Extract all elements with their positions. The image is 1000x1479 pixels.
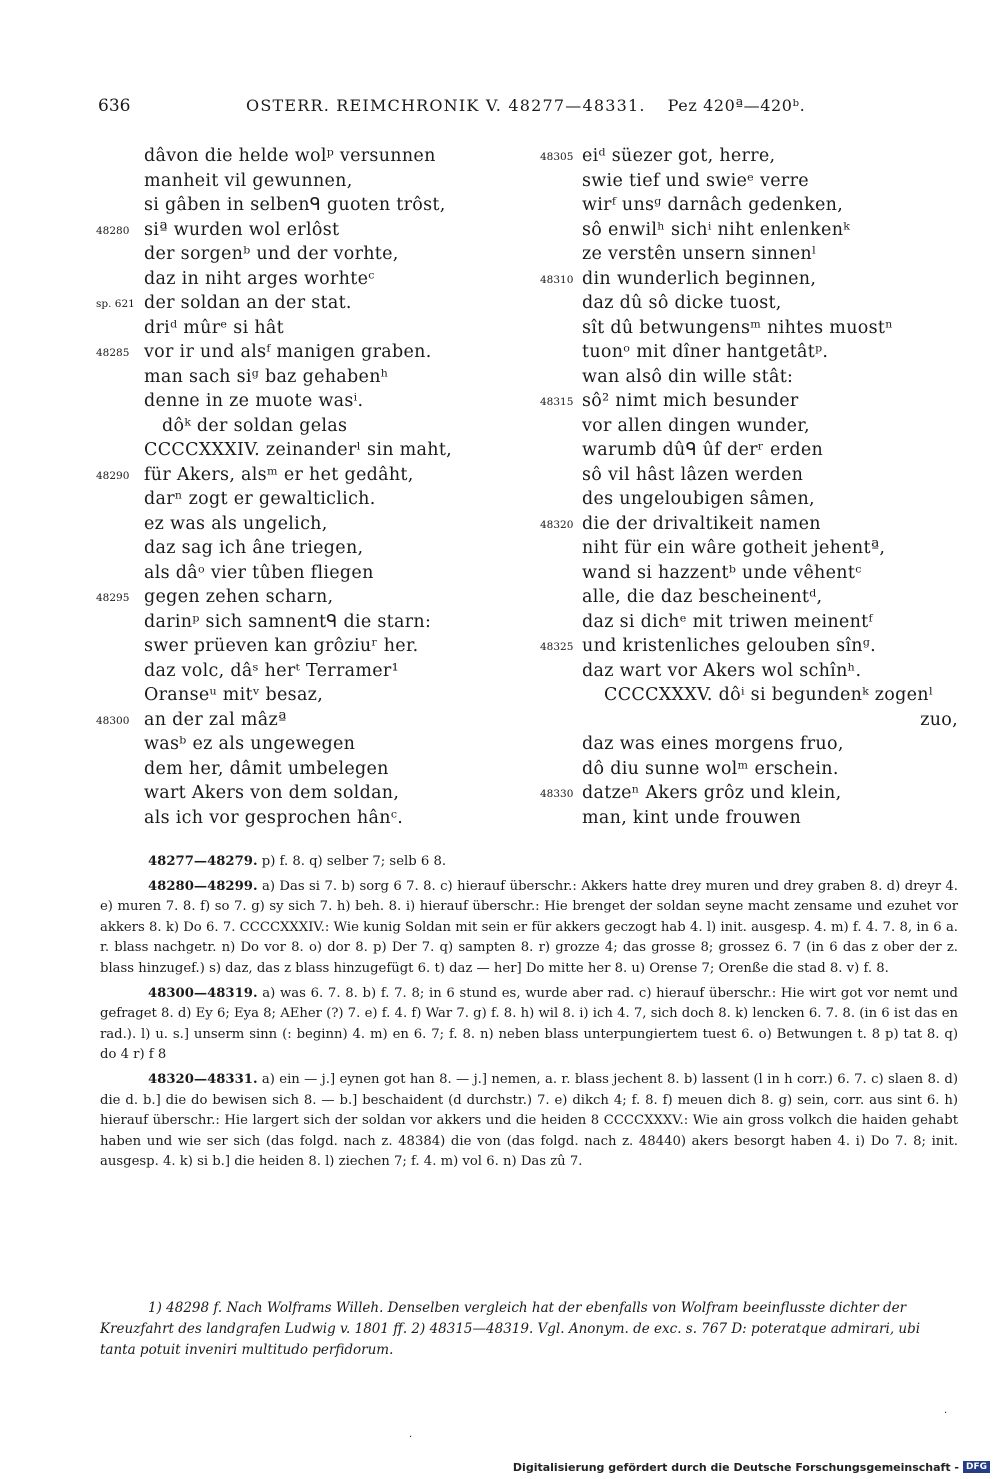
- verse-text: siª wurden wol erlôst: [144, 219, 340, 240]
- verse-text: driᵈ mûrᵉ si hât: [144, 317, 284, 338]
- verse-text: als dâᵒ vier tûben fliegen: [144, 562, 374, 583]
- footnotes: [100, 1298, 958, 1361]
- verse-text: si gâben in selbenᑫ guoten trôst,: [144, 195, 446, 215]
- verse-line: [540, 414, 970, 439]
- line-number: 48310: [540, 273, 574, 286]
- verse-line: [96, 536, 496, 561]
- verse-line: [96, 781, 496, 806]
- verse-text: manheit vil gewunnen,: [144, 170, 353, 191]
- verse-text: die der drivaltikeit namen: [582, 513, 821, 534]
- verse-text: gegen zehen scharn,: [144, 587, 334, 607]
- verse-text: und kristenliches gelouben sînᵍ.: [582, 636, 877, 656]
- verse-line: [540, 512, 970, 537]
- verse-text: der soldan an der stat.: [144, 293, 352, 313]
- verse-line: [540, 634, 970, 659]
- verse-text: denne in ze muote wasⁱ.: [144, 391, 364, 411]
- verse-text: eiᵈ süezer got, herre,: [582, 146, 776, 166]
- verse-text: daz volc, dâˢ herᵗ Terramer¹: [144, 660, 399, 681]
- critical-apparatus: [100, 852, 958, 1177]
- line-number: 48325: [540, 641, 574, 653]
- verse-line: [96, 365, 496, 390]
- line-number: 48330: [540, 788, 574, 800]
- pez-reference: Pez 420ª—420ᵇ.: [667, 96, 806, 115]
- verse-text: swer prüeven kan grôziuʳ her.: [144, 636, 419, 656]
- verse-line: [540, 218, 970, 243]
- line-number: 48320: [540, 518, 574, 531]
- verse-line: [540, 193, 970, 218]
- verse-column-left: [96, 144, 496, 830]
- verse-text: man, kint unde frouwen: [582, 807, 802, 828]
- verse-line: [96, 144, 496, 169]
- line-number: 48285: [96, 347, 130, 359]
- line-number: sp. 621: [96, 298, 135, 310]
- verse-line: [540, 291, 970, 316]
- verse-text: darⁿ zogt er gewalticlich.: [144, 489, 376, 509]
- verse-text: wasᵇ ez als ungewegen: [144, 734, 356, 754]
- verse-line: [96, 659, 496, 684]
- line-number: 48295: [96, 592, 130, 604]
- verse-line: [540, 267, 970, 292]
- verse-text: tuonᵒ mit dîner hantgetâtᵖ.: [582, 342, 829, 362]
- line-number: 48290: [96, 469, 130, 482]
- verse-line: [96, 512, 496, 537]
- verse-text: sô vil hâst lâzen werden: [582, 464, 804, 485]
- verse-text: ez was als ungelich,: [144, 513, 328, 534]
- verse-text: wart Akers von dem soldan,: [144, 783, 400, 803]
- verse-text: CCCCXXXV. dôⁱ si begundenᵏ zogenˡ: [604, 685, 934, 705]
- verse-line: [96, 267, 496, 292]
- verse-line: [96, 389, 496, 414]
- verse-text: swie tief und swieᵉ verre: [582, 170, 809, 191]
- verse-line: [540, 144, 970, 169]
- verse-line: [96, 585, 496, 610]
- verse-text: daz dû sô dicke tuost,: [582, 293, 782, 313]
- verse-line: [540, 169, 970, 194]
- verse-text: sô enwilʰ sichⁱ niht enlenkenᵏ: [582, 219, 850, 240]
- verse-text: wan alsô din wille stât:: [582, 366, 794, 387]
- scan-speck: ·: [944, 1408, 948, 1419]
- verse-line: [540, 316, 970, 341]
- verse-line: [96, 757, 496, 782]
- verse-text: daz was eines morgens fruo,: [582, 734, 844, 754]
- verse-line: [96, 340, 496, 365]
- verse-line: [540, 610, 970, 635]
- verse-line: [96, 463, 496, 488]
- verse-text: dâvon die helde wolᵖ versunnen: [144, 146, 436, 166]
- verse-text: daz si dichᵉ mit triwen meinentᶠ: [582, 611, 873, 632]
- verse-line: [96, 242, 496, 267]
- apparatus-lemma: 48280—48299.: [148, 878, 258, 894]
- verse-text: daz wart vor Akers wol schînʰ.: [582, 660, 862, 681]
- verse-line: [540, 781, 970, 806]
- verse-line: [540, 438, 970, 463]
- verse-line: [96, 291, 496, 316]
- verse-text: Oranseᵘ mitᵛ besaz,: [144, 685, 324, 705]
- verse-line: [540, 340, 970, 365]
- verse-line: [96, 218, 496, 243]
- verse-line: [96, 683, 496, 708]
- footnote: 1) 48298 f. Nach Wolframs Willeh. Denselben vergleich hat der ebenfalls von Wolfram beeinflusste dichter der Kreuzfahrt des landgrafen Ludwig v. 1801 ff. 2) 48315—48319. Vgl. Anonym. de exc. s. 767 D: poteratque admirari, ubi tanta potuit inveniri multitudo perfidorum.: [100, 1300, 921, 1358]
- apparatus-text: p) f. 8. q) selber 7; selb 6 8.: [261, 854, 447, 869]
- verse-text: sît dû betwungensᵐ nihtes muostⁿ: [582, 317, 894, 338]
- verse-line: [540, 561, 970, 586]
- verse-text: darinᵖ sich samnentᑫ die starn:: [144, 611, 432, 632]
- verse-line: [540, 487, 970, 512]
- verse-line: [540, 659, 970, 684]
- verse-text: wirᶠ unsᵍ darnâch gedenken,: [582, 195, 844, 215]
- verse-text: vor allen dingen wunder,: [582, 415, 810, 436]
- page-number: 636: [98, 96, 131, 116]
- apparatus-lemma: 48300—48319.: [148, 985, 258, 1001]
- apparatus-entry: [100, 877, 958, 980]
- verse-text: ze verstên unsern sinnenˡ: [582, 244, 817, 264]
- apparatus-text: a) Das si 7. b) sorg 6 7. 8. c) hierauf überschr.: Akkers hatte drey muren und drey graben 8. d) dreyr 4. e) muren 7. 8. f) so 7. g) sy sich 7. h) beh. 8. i) hierauf überschr.: Hie brenget der soldan seyne macht zensame und ezuhet vor akkers 8. k) Do 6. 7. CCCCXXXIV.: Wie kunig Soldan mit sein er für akkers geczogt hab 4. l) init. ausgesp. 4. m) f. 4. 7. 8, in 6 a. r. blass nachgetr. n) Do vor 8. o) dor 8. p) Der 7. q) sampten 8. r) grozze 4; das grosse 8; grossez 6. 7 (in 6 das z ober der z. blass hinzugef.) s) daz, das z blass hinzugefügt 6. t) daz — her] Do mitte her 8. u) Orense 7; Orenße die stad 8. v) f. 8.: [100, 878, 958, 976]
- verse-text: des ungeloubigen sâmen,: [582, 489, 815, 509]
- verse-text: daz sag ich âne triegen,: [144, 538, 364, 558]
- verse-line: [540, 708, 970, 733]
- verse-line: [96, 610, 496, 635]
- apparatus-entry: [100, 984, 958, 1066]
- verse-text: wand si hazzentᵇ unde vêhentᶜ: [582, 562, 862, 583]
- verse-line: [96, 487, 496, 512]
- line-number: 48280: [96, 224, 130, 237]
- verse-text: datzeⁿ Akers grôz und klein,: [582, 783, 842, 803]
- verse-text: din wunderlich beginnen,: [582, 268, 817, 289]
- scan-speck: ·: [409, 1432, 413, 1443]
- apparatus-entry: [100, 852, 958, 873]
- verse-line: [540, 585, 970, 610]
- digitization-credit: [513, 1459, 990, 1475]
- verse-column-right: [540, 144, 970, 830]
- verse-text: für Akers, alsᵐ er het gedâht,: [144, 464, 414, 485]
- verse-line: [540, 536, 970, 561]
- verse-text: der sorgenᵇ und der vorhte,: [144, 244, 399, 264]
- verse-text: sô² nimt mich besunder: [582, 391, 799, 411]
- verse-text: an der zal mâzª: [144, 709, 287, 730]
- verse-text: niht für ein wâre gotheit jehentª,: [582, 538, 886, 558]
- verse-line: [96, 561, 496, 586]
- verse-line: [96, 414, 496, 439]
- verse-line: [96, 438, 496, 463]
- apparatus-text: a) ein — j.] eynen got han 8. — j.] nemen, a. r. blass jechent 8. b) lassent (l in h corr.) 6. 7. c) slaen 8. d) die d. b.] die do bewisen sich 8. — b.] beschaident (d durchstr.) 7. e) dikch 4; f. 8. f) meuen dich 8. g) sein, corr. aus sint 6. h) hierauf überschr.: Hie largert sich der soldan vor akkers und die heiden 8 CCCCXXXV.: Wie ain gross volkch die haiden gehabt haben und wie ser sich (das folgd. nach z. 48384) die von (das folgd. nach z. 48440) akers besorgt haben 4. i) Do 7. 8; init. ausgesp. 4. k) si b.] die heiden 8. l) ziechen 7; f. 4. m) vol 6. n) Das zû 7.: [100, 1071, 958, 1170]
- verse-line: [96, 193, 496, 218]
- verse-line: [96, 634, 496, 659]
- verse-text: zuo,: [920, 709, 958, 730]
- verse-line: [540, 732, 970, 757]
- verse-line: [540, 389, 970, 414]
- verse-line: [96, 806, 496, 831]
- verse-line: [540, 242, 970, 267]
- dfg-logo: DFG: [963, 1461, 990, 1473]
- verse-line: [96, 708, 496, 733]
- verse-line: [540, 757, 970, 782]
- apparatus-text: a) was 6. 7. 8. b) f. 7. 8; in 6 stund es, wurde aber rad. c) hierauf überschr.: Hie wirt got vor nemt und gefraget 8. d) Ey 6; Eya 8; AEher (?) 7. e) f. 4. f) War 7. g) f. 8. h) wil 8. i) ich 4. 7, sich doch 8. k) lencken 6. 7. 8. (in 6 ist das en rad.). l) u. s.] unserm sinn (: beginn) 4. m) en 6. 7; f. 8. n) neben blass unterpungiertem tuest 6. o) Betwungen t. 8 p) tat 8. q) do 4 r) f 8: [100, 985, 958, 1063]
- verse-text: warumb dûᑫ ûf derʳ erden: [582, 440, 824, 460]
- running-title: OSTERR. REIMCHRONIK V. 48277—48331. Pez 420ª—420ᵇ.: [246, 96, 806, 115]
- verse-line: [540, 806, 970, 831]
- verse-text: dôᵏ der soldan gelas: [162, 415, 348, 436]
- verse-line: [540, 463, 970, 488]
- footer-text: Digitalisierung gefördert durch die Deutsche Forschungsgemeinschaft -: [512, 1460, 959, 1474]
- verse-line: [96, 169, 496, 194]
- line-number: 48300: [96, 714, 130, 727]
- verse-text: CCCCXXXIV. zeinanderˡ sin maht,: [144, 440, 453, 460]
- apparatus-entry: [100, 1070, 958, 1173]
- line-number: 48305: [540, 151, 574, 163]
- line-number: 48315: [540, 396, 574, 408]
- apparatus-lemma: 48320—48331.: [148, 1071, 258, 1087]
- verse-text: vor ir und alsᶠ manigen graben.: [144, 342, 432, 362]
- verse-text: daz in niht arges worhteᶜ: [144, 268, 375, 289]
- apparatus-lemma: 48277—48279.: [148, 854, 258, 869]
- verse-text: man sach siᵍ baz gehabenʰ: [144, 366, 389, 387]
- verse-line: [540, 365, 970, 390]
- page-header: [98, 96, 958, 122]
- verse-line: [540, 683, 970, 708]
- verse-line: [96, 732, 496, 757]
- verse-text: als ich vor gesprochen hânᶜ.: [144, 807, 404, 828]
- verse-text: alle, die daz bescheinentᵈ,: [582, 587, 823, 607]
- verse-text: dem her, dâmit umbelegen: [144, 758, 389, 779]
- verse-line: [96, 316, 496, 341]
- verse-text: dô diu sunne wolᵐ erschein.: [582, 758, 839, 779]
